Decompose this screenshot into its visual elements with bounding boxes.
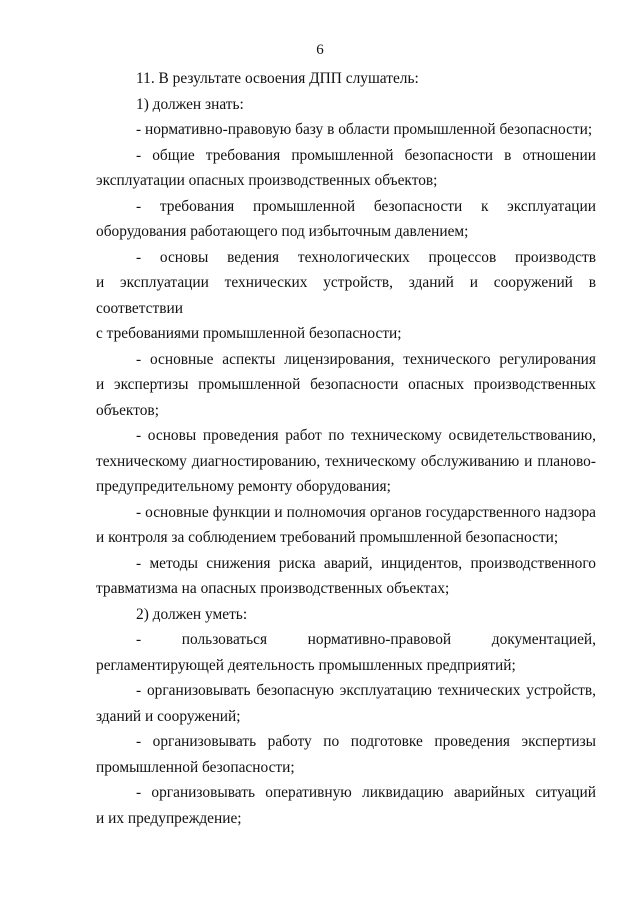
- list-item-line: - организовывать работу по подготовке проведения экспертизы: [136, 733, 596, 750]
- know-item-7: [96, 500, 596, 551]
- list-item-line: - нормативно-правовую базу в области промышленной безопасности;: [136, 121, 593, 138]
- list-item-line: - организовывать оперативную ликвидацию аварийных ситуаций: [136, 784, 596, 801]
- list-item-line: - основы проведения работ по техническому освидетельствованию,: [136, 427, 596, 444]
- know-item-3: [96, 194, 596, 245]
- list-item-line: - методы снижения риска аварий, инцидентов, производственного: [136, 554, 596, 572]
- list-item-line: и их предупреждение;: [96, 809, 242, 827]
- list-item-line: зданий и сооружений;: [96, 707, 241, 725]
- know-item-2: [96, 143, 596, 194]
- document-body: [96, 66, 596, 831]
- can-label-text: 2) должен уметь:: [136, 605, 248, 623]
- can-label: [96, 602, 596, 628]
- know-item-5: [96, 347, 596, 424]
- list-item-line: техническому диагностированию, техническому обслуживанию и планово-: [96, 452, 596, 470]
- list-item-line: - основные функции и полномочия органов государственного надзора: [136, 503, 596, 521]
- list-item-line: предупредительному ремонту оборудования;: [96, 478, 391, 495]
- list-item-line: - основные аспекты лицензирования, технического регулирования: [136, 350, 596, 368]
- list-item-line: эксплуатации опасных производственных объектов;: [96, 172, 438, 189]
- know-label-text: 1) должен знать:: [136, 95, 244, 113]
- can-item-3: [96, 729, 596, 780]
- list-item-line: - основы ведения технологических процессов производств: [136, 248, 596, 266]
- can-item-1: [96, 627, 596, 678]
- know-label: [96, 92, 596, 118]
- can-item-2: [96, 678, 596, 729]
- list-item-line: - организовывать безопасную эксплуатацию технических устройств,: [136, 682, 596, 699]
- list-item-line: регламентирующей деятельность промышленных предприятий;: [96, 656, 516, 674]
- list-item-line: с требованиями промышленной безопасности;: [96, 325, 402, 342]
- list-item-line: оборудования работающего под избыточным давлением;: [96, 223, 469, 240]
- section-heading-text: 11. В результате освоения ДПП слушатель:: [136, 70, 419, 87]
- list-item-line: промышленной безопасности;: [96, 758, 295, 776]
- page-number: 6: [316, 42, 324, 58]
- can-item-4: [96, 780, 596, 831]
- know-item-8: [96, 551, 596, 602]
- list-item-line: и контроля за соблюдением требований промышленной безопасности;: [96, 529, 559, 546]
- list-item-line: объектов;: [96, 401, 159, 419]
- list-item-line: - требования промышленной безопасности к эксплуатации: [136, 197, 596, 215]
- section-heading: [96, 66, 596, 92]
- know-item-6: [96, 423, 596, 500]
- list-item-line: - пользоваться нормативно-правовой документацией,: [136, 631, 596, 648]
- know-item-1: [96, 117, 596, 143]
- know-item-4: [96, 245, 596, 347]
- list-item-line: и эксплуатации технических устройств, зданий и сооружений в соответствии: [96, 274, 596, 317]
- list-item-line: и экспертизы промышленной безопасности опасных производственных: [96, 376, 596, 393]
- list-item-line: - общие требования промышленной безопасности в отношении: [136, 146, 596, 164]
- list-item-line: травматизма на опасных производственных объектах;: [96, 580, 450, 597]
